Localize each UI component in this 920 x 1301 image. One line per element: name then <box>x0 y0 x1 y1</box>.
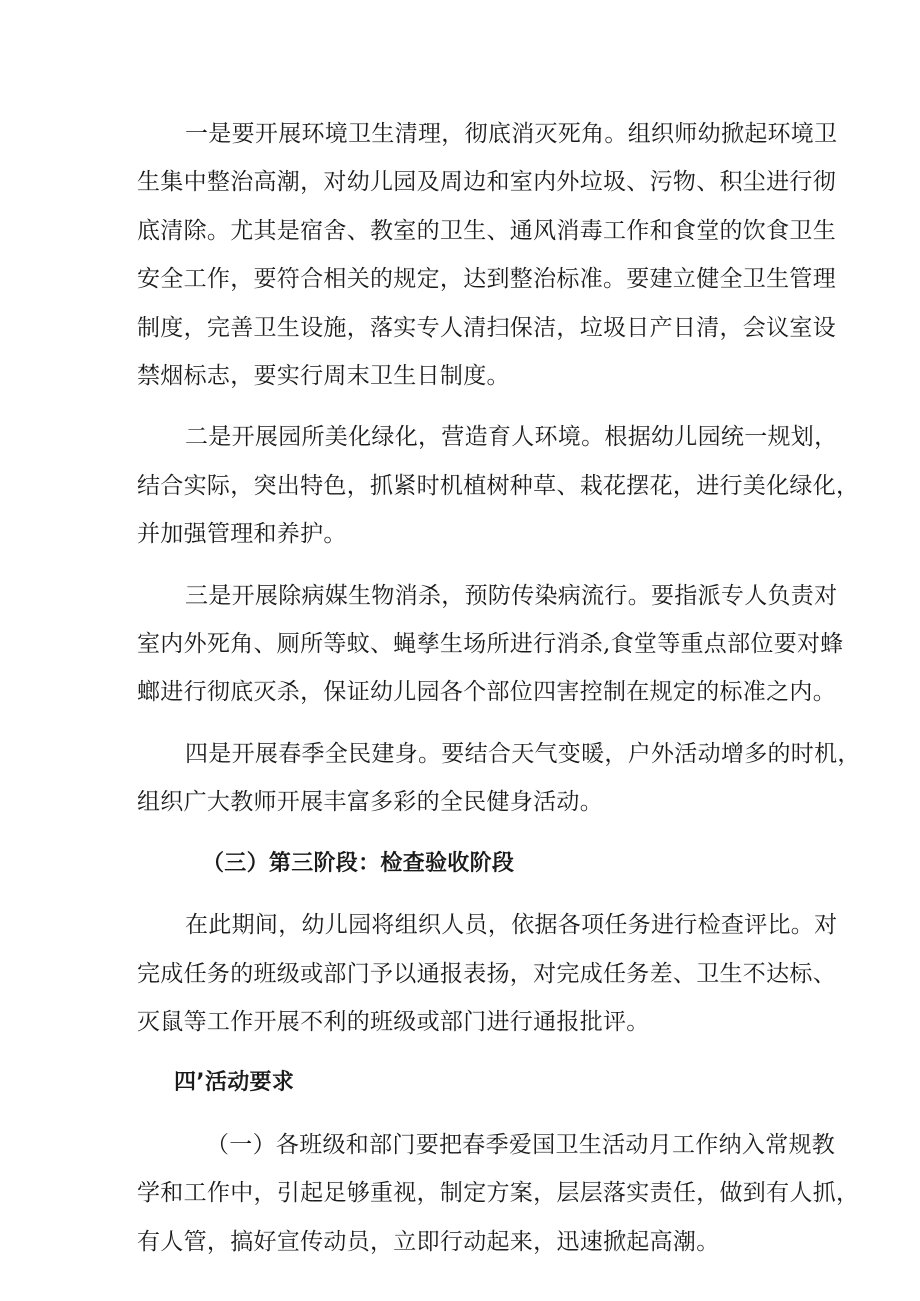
heading-section-four <box>137 1059 809 1107</box>
text-line: 在此期间，幼儿园将组织人员，依据各项任务进行检查评比。对 <box>185 912 838 939</box>
text-line: 有人管，搞好宣传动员，立即行动起来，迅速掀起高潮。 <box>137 1228 720 1255</box>
text-line: 灭鼠等工作开展不利的班级或部门进行通报批评。 <box>137 1008 650 1035</box>
text-line: 螂进行彻底灭杀，保证幼儿园各个部位四害控制在规定的标准之内。 <box>137 679 836 706</box>
heading-text: 四’活动要求 <box>174 1070 295 1096</box>
text-line: 安全工作，要符合相关的规定，达到整治标准。要建立健全卫生管理 <box>137 266 836 293</box>
text-line: 一是要开展环境卫生清理，彻底消灭死角。组织师幼掀起环境卫 <box>185 121 838 147</box>
paragraph-greening <box>137 413 860 558</box>
paragraph-pest-control <box>137 572 844 717</box>
text-line: 学和工作中，引起足够重视，制定方案，层层落实责任，做到有人抓， <box>137 1180 860 1207</box>
text-line: （一）各班级和部门要把春季爱国卫生活动月工作纳入常规教 <box>206 1131 836 1158</box>
text-line: 并加强管理和养护。 <box>137 521 347 548</box>
text-line: 底清除。尤其是宿舍、教室的卫生、通风消毒工作和食堂的饮食卫生 <box>137 217 836 244</box>
text-line: 组织广大教师开展丰富多彩的全民健身活动。 <box>137 789 603 816</box>
text-line: 完成任务的班级或部门予以通报表扬，对完成任务差、卫生不达标、 <box>137 960 836 987</box>
document-body <box>137 110 861 1266</box>
text-line: 制度，完善卫生设施，落实专人清扫保洁，垃圾日产日清，会议室设 <box>137 314 836 341</box>
paragraph-fitness <box>137 730 861 827</box>
text-line: 三是开展除病媒生物消杀，预防传染病流行。要指派专人负责对 <box>185 582 838 609</box>
text-line: 生集中整治高潮，对幼儿园及周边和室内外垃圾、污物、积尘进行彻 <box>137 169 836 196</box>
text-line: 结合实际，突出特色，抓紧时机植树种草、栽花摆花，进行美化绿化， <box>137 472 860 499</box>
heading-stage-three <box>137 840 809 888</box>
text-line: 二是开展园所美化绿化，营造育人环境。根据幼儿园统一规划， <box>185 424 838 451</box>
paragraph-inspection <box>137 901 838 1046</box>
heading-text: （三）第三阶段：检查验收阶段 <box>202 850 515 876</box>
text-line: 四是开展春季全民建身。要结合天气变暖，户外活动增多的时机， <box>185 740 861 767</box>
paragraph-requirement-one <box>137 1121 860 1266</box>
paragraph-environment-cleanup <box>137 110 838 400</box>
text-line: 禁烟标志，要实行周末卫生日制度。 <box>137 363 510 390</box>
text-line: 室内外死角、厕所等蚊、蝇孳生场所进行消杀,食堂等重点部位要对蜂 <box>137 631 844 658</box>
